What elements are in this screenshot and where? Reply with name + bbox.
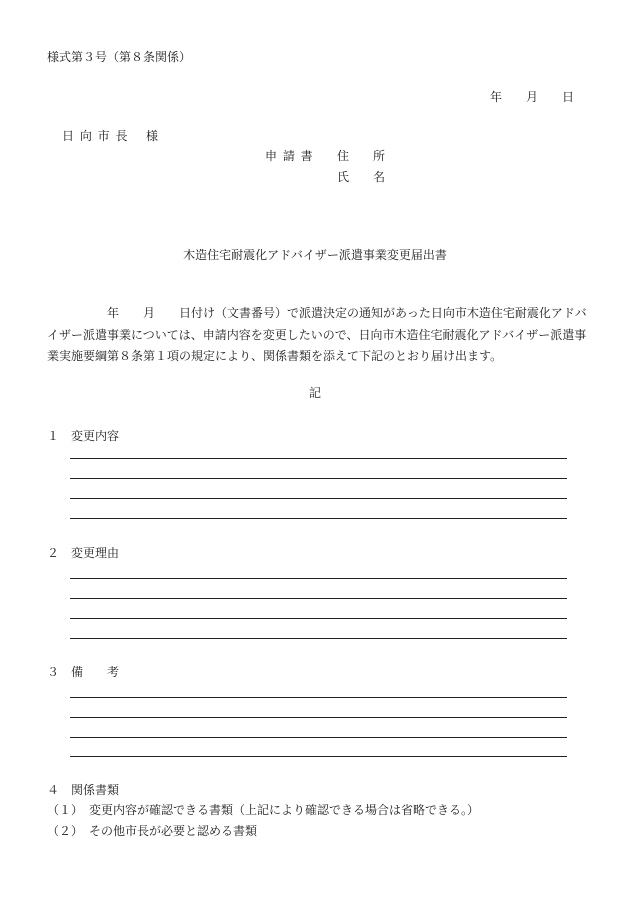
write-line bbox=[70, 618, 567, 619]
body-line: 年 月 日付け（文書番号）で派遣決定の通知があった日向市木造住宅耐震化アドバ bbox=[107, 306, 587, 320]
write-line bbox=[70, 737, 567, 738]
submission-date: 年 月 日 bbox=[490, 90, 575, 104]
write-line bbox=[70, 518, 567, 519]
write-line bbox=[70, 638, 567, 639]
write-line bbox=[70, 756, 567, 757]
write-line bbox=[70, 598, 567, 599]
body-line: イザー派遣事業については、申請内容を変更したいので、日向市木造住宅耐震化アドバイザー派遣事 bbox=[47, 328, 587, 342]
form-number: 様式第３号（第８条関係） bbox=[47, 50, 192, 64]
write-line bbox=[70, 458, 567, 459]
body-line: 業実施要綱第８条第１項の規定により、関係書類を添えて下記のとおり届け出ます。 bbox=[47, 349, 503, 363]
write-line bbox=[70, 697, 567, 698]
section-heading-change-content: １ 変更内容 bbox=[47, 429, 120, 443]
applicant-address-label: 住 所 bbox=[337, 149, 386, 163]
addressee-name: 日 向 市 長 bbox=[62, 129, 129, 143]
document-title: 木造住宅耐震化アドバイザー派遣事業変更届出書 bbox=[183, 248, 447, 262]
applicant-label: 申 請 書 bbox=[265, 149, 314, 163]
addressee-honorific: 様 bbox=[146, 129, 159, 143]
section-heading-related-documents: ４ 関係書類 bbox=[47, 783, 120, 797]
related-document-item: （２） その他市長が必要と認める書類 bbox=[47, 824, 258, 838]
write-line bbox=[70, 578, 567, 579]
write-line bbox=[70, 717, 567, 718]
ki-marker: 記 bbox=[308, 386, 321, 400]
write-line bbox=[70, 478, 567, 479]
section-heading-change-reason: ２ 変更理由 bbox=[47, 546, 120, 560]
applicant-name-label: 氏 名 bbox=[337, 170, 386, 184]
write-line bbox=[70, 498, 567, 499]
section-heading-remarks: ３ 備 考 bbox=[47, 665, 120, 679]
related-document-item: （１） 変更内容が確認できる書類（上記により確認できる場合は省略できる。） bbox=[47, 803, 480, 817]
